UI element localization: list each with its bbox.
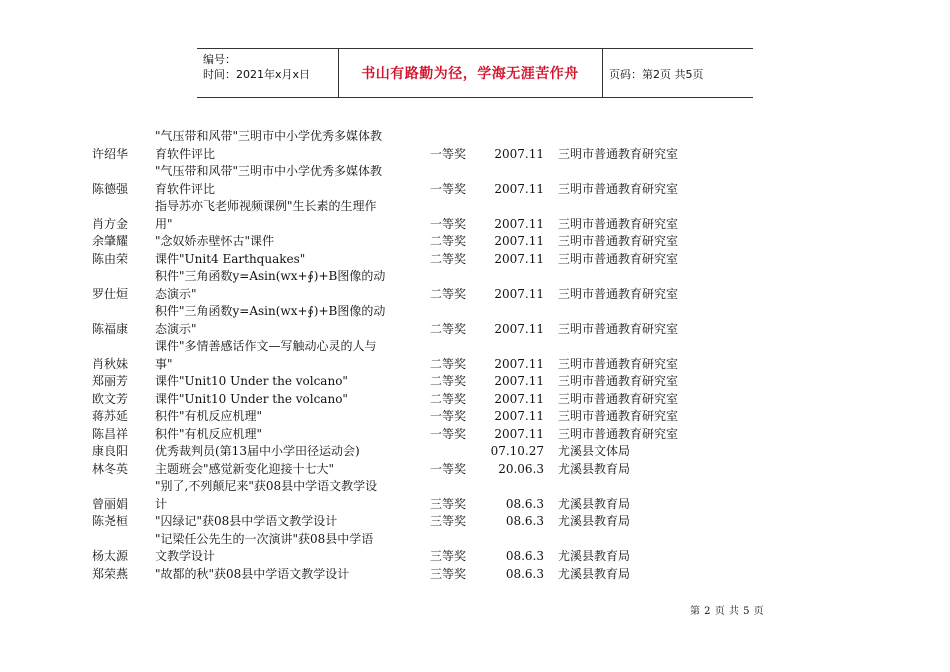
row-item-text: "念奴娇赤壁怀古"课件 — [155, 234, 275, 248]
row-org: 三明市普通教育研究室 — [558, 146, 679, 161]
row-org: 三明市普通教育研究室 — [558, 409, 679, 423]
row-item-text: 育软件评比 — [155, 181, 216, 196]
row-name: 陈由荣 — [92, 251, 129, 266]
number-label: 编号： — [203, 53, 236, 66]
row-name: 曾丽娟 — [92, 496, 129, 511]
row-org: 三明市普通教育研究室 — [558, 374, 679, 388]
row-award: 二等奖 — [430, 356, 467, 371]
row-date: 2007.11 — [494, 391, 544, 406]
row-date: 08.6.3 — [505, 496, 544, 511]
row-item-text: 主题班会"感觉新变化迎接十七大" — [155, 461, 335, 476]
header-motto: 书山有路勤为径，学海无涯苦作舟 — [361, 66, 579, 82]
row-date: 2007.11 — [494, 181, 544, 196]
row-date: 2007.11 — [494, 356, 544, 371]
row-org: 尤溪县教育局 — [558, 514, 631, 528]
row-award: 一等奖 — [430, 216, 467, 231]
header-divider — [602, 49, 603, 97]
row-item-text: 积件"有机反应机理" — [155, 426, 263, 441]
row-item-text: 态演示" — [155, 321, 197, 336]
row-item-text: "故都的秋"获08县中学语文教学设计 — [155, 566, 350, 581]
row-date: 08.6.3 — [505, 566, 544, 581]
row-name: 郑荣燕 — [92, 566, 129, 581]
row-award: 二等奖 — [430, 374, 467, 388]
row-name: 杨太源 — [92, 549, 129, 563]
row-award: 三等奖 — [430, 496, 467, 511]
row-date: 2007.11 — [494, 216, 544, 231]
row-award: 二等奖 — [430, 251, 467, 266]
row-item-text: 用" — [155, 216, 173, 231]
row-award: 二等奖 — [430, 321, 467, 336]
row-name: 肖秋妹 — [92, 356, 129, 371]
row-date: 2007.11 — [494, 146, 544, 161]
row-date: 2007.11 — [494, 374, 544, 388]
row-item-text: 计 — [155, 496, 168, 511]
row-date: 2007.11 — [494, 409, 544, 423]
header-meta — [203, 52, 310, 82]
row-award: 三等奖 — [430, 514, 467, 528]
row-item-text: 事" — [155, 356, 173, 371]
header-page-label: 页码：第2页 共5页 — [609, 68, 704, 81]
page-footer: 第 2 页 共 5 页 — [690, 606, 765, 617]
row-item-text: "别了,不列颠尼来"获08县中学语文教学设 — [155, 479, 378, 493]
row-date: 08.6.3 — [505, 549, 544, 563]
row-item-text: 积件"三角函数y=Asin(wx+∮)+B图像的动 — [155, 269, 386, 283]
page-header — [197, 48, 753, 98]
row-org: 尤溪县教育局 — [558, 496, 631, 511]
row-org: 尤溪县教育局 — [558, 566, 631, 581]
row-item-text: 课件"Unit4 Earthquakes" — [155, 251, 306, 266]
row-award: 三等奖 — [430, 549, 467, 563]
row-award: 三等奖 — [430, 566, 467, 581]
row-name: 欧文芳 — [92, 391, 129, 406]
row-item-text: 课件"Unit10 Under the volcano" — [155, 391, 348, 406]
row-org: 三明市普通教育研究室 — [558, 286, 679, 301]
row-item-text: 优秀裁判员(第13届中小学田径运动会) — [155, 444, 360, 458]
row-name: 陈福康 — [92, 321, 129, 336]
row-item-text: 积件"三角函数y=Asin(wx+∮)+B图像的动 — [155, 304, 386, 318]
row-item-text: "气压带和风带"三明市中小学优秀多媒体教 — [155, 164, 383, 178]
row-org: 尤溪县教育局 — [558, 549, 631, 563]
row-award: 二等奖 — [430, 286, 467, 301]
row-date: 2007.11 — [494, 286, 544, 301]
row-org: 三明市普通教育研究室 — [558, 234, 679, 248]
row-award: 二等奖 — [430, 391, 467, 406]
row-name: 郑丽芳 — [92, 374, 129, 388]
row-name: 罗仕烜 — [92, 286, 129, 301]
row-name: 林冬英 — [92, 461, 129, 476]
row-name: 陈尧桓 — [92, 514, 129, 528]
row-award: 一等奖 — [430, 409, 467, 423]
row-item-text: 指导苏亦飞老师视频课例"生长素的生理作 — [155, 199, 377, 213]
row-org: 三明市普通教育研究室 — [558, 391, 679, 406]
row-item-text: "气压带和风带"三明市中小学优秀多媒体教 — [155, 129, 383, 143]
row-item-text: 课件"Unit10 Under the volcano" — [155, 374, 348, 388]
row-item-text: 积件"有机反应机理" — [155, 409, 263, 423]
row-award: 一等奖 — [430, 181, 467, 196]
row-org: 三明市普通教育研究室 — [558, 251, 679, 266]
row-date: 2007.11 — [494, 251, 544, 266]
row-name: 康良阳 — [92, 444, 129, 458]
row-name: 许绍华 — [92, 146, 129, 161]
row-award: 二等奖 — [430, 234, 467, 248]
row-item-text: 态演示" — [155, 286, 197, 301]
row-date: 2007.11 — [494, 234, 544, 248]
row-date: 08.6.3 — [505, 514, 544, 528]
row-item-text: 文教学设计 — [155, 549, 216, 563]
row-date: 2007.11 — [494, 321, 544, 336]
row-item-text: "记梁任公先生的一次演讲"获08县中学语 — [155, 531, 374, 546]
row-org: 三明市普通教育研究室 — [558, 321, 679, 336]
row-date: 07.10.27 — [490, 444, 544, 458]
row-item-text: 课件"多情善感话作文—写触动心灵的人与 — [155, 339, 377, 353]
row-item-text: "囚绿记"获08县中学语文教学设计 — [155, 514, 338, 528]
row-name: 蒋苏延 — [92, 409, 129, 423]
time-label: 时间：2021年x月x日 — [203, 68, 311, 81]
row-name: 余肇耀 — [92, 234, 129, 248]
row-date: 2007.11 — [494, 426, 544, 441]
row-org: 三明市普通教育研究室 — [558, 181, 679, 196]
row-name: 肖方金 — [92, 216, 129, 231]
row-award: 一等奖 — [430, 461, 467, 476]
row-award: 一等奖 — [430, 426, 467, 441]
row-org: 三明市普通教育研究室 — [558, 216, 679, 231]
row-date: 20.06.3 — [498, 461, 544, 476]
row-org: 尤溪县教育局 — [558, 461, 631, 476]
row-org: 尤溪县文体局 — [558, 444, 631, 458]
row-name: 陈昌祥 — [92, 426, 129, 441]
row-org: 三明市普通教育研究室 — [558, 356, 679, 371]
row-org: 三明市普通教育研究室 — [558, 426, 679, 441]
row-name: 陈德强 — [92, 181, 129, 196]
row-item-text: 育软件评比 — [155, 146, 216, 161]
row-award: 一等奖 — [430, 146, 467, 161]
